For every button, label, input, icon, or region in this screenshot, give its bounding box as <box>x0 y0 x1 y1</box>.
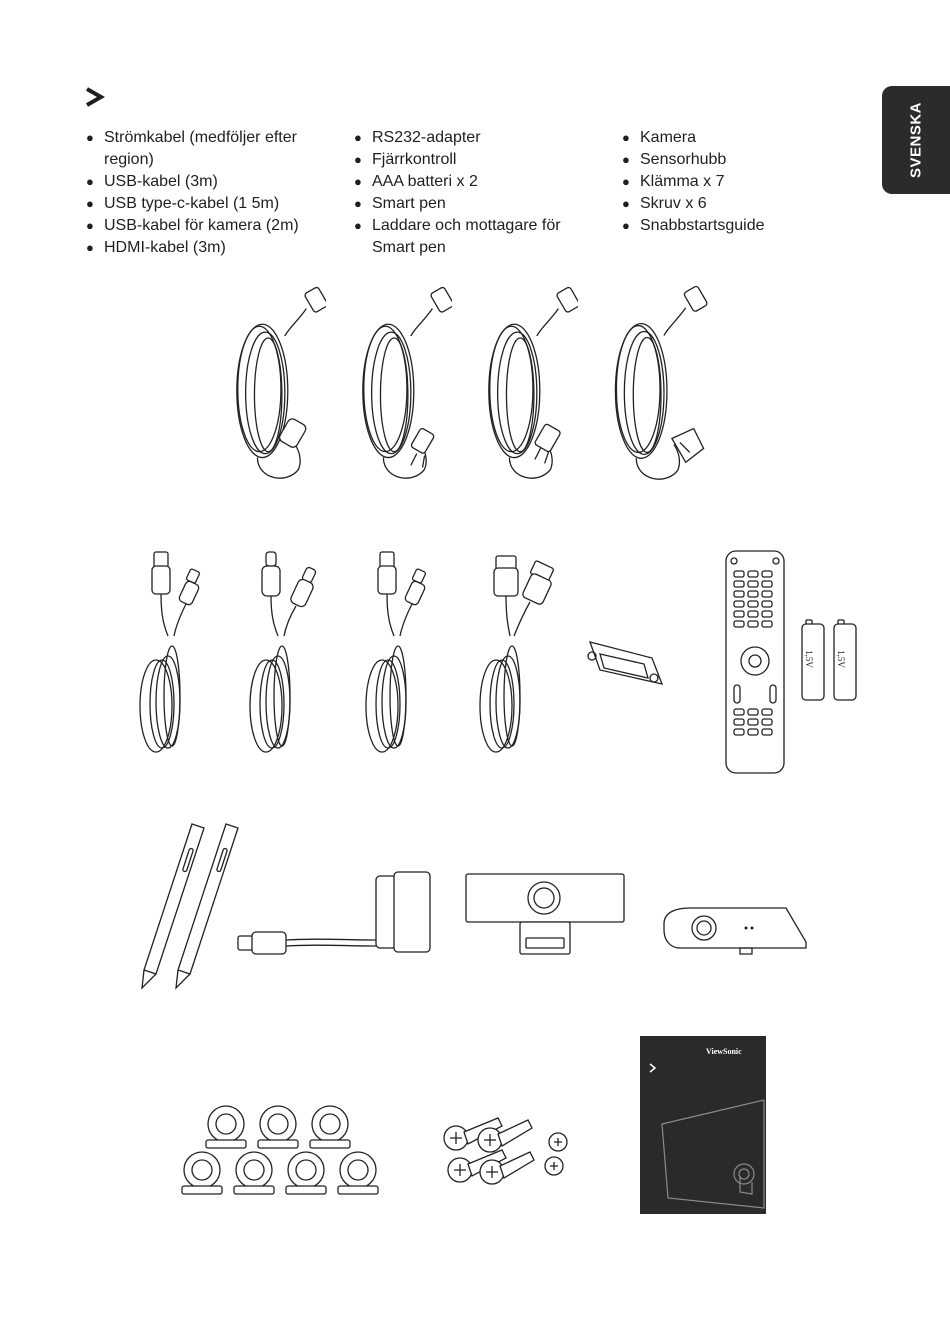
rs232-adapter-illustration <box>582 636 668 696</box>
chevron-right-icon <box>84 86 106 108</box>
clamp-illustration <box>180 1096 390 1198</box>
power-cable-uk-illustration <box>606 282 716 490</box>
list-item: ● HDMI-kabel (3m) <box>86 237 336 259</box>
power-cable-au-illustration <box>354 282 452 490</box>
hdmi-cable-illustration <box>470 546 560 760</box>
power-cable-eu-illustration <box>228 282 326 490</box>
remote-control-illustration <box>724 549 786 775</box>
guide-brand-logo: ViewSonic <box>706 1047 742 1056</box>
list-item: ● Strömkabel (medföljer efter region) <box>86 127 336 171</box>
language-tab-label: SVENSKA <box>907 101 925 179</box>
usb-type-c-cable-illustration <box>244 546 324 760</box>
battery-label: 1,5V <box>803 650 814 668</box>
contents-list-column-2 <box>354 127 584 259</box>
list-item: ● Klämma x 7 <box>622 171 822 193</box>
smart-pen-illustration <box>132 818 246 994</box>
list-item: ● USB type-c-kabel (1 5m) <box>86 193 336 215</box>
sensor-hub-illustration <box>660 906 808 958</box>
language-tab[interactable] <box>882 86 950 194</box>
power-cable-us-illustration <box>480 282 578 490</box>
smart-pen-charger-receiver-illustration <box>236 870 432 962</box>
list-item: ● USB-kabel för kamera (2m) <box>86 215 336 237</box>
contents-list-column-3 <box>622 127 822 237</box>
list-item: ● Laddare och mottagare för Smart pen <box>354 215 584 259</box>
usb-cable-illustration <box>134 546 214 760</box>
list-item: ● AAA batteri x 2 <box>354 171 584 193</box>
quick-start-guide-illustration <box>640 1036 766 1214</box>
list-item: ● Kamera <box>622 127 822 149</box>
list-item: ● Fjärrkontroll <box>354 149 584 171</box>
contents-list-column-1 <box>86 127 336 259</box>
list-item: ● Sensorhubb <box>622 149 822 171</box>
list-item: ● USB-kabel (3m) <box>86 171 336 193</box>
battery-label: 1,5V <box>835 650 846 668</box>
usb-camera-cable-illustration <box>360 546 440 760</box>
list-item: ● RS232-adapter <box>354 127 584 149</box>
list-item: ● Snabbstartsguide <box>622 215 822 237</box>
list-item: ● Smart pen <box>354 193 584 215</box>
screw-illustration <box>440 1112 580 1190</box>
camera-illustration <box>464 872 626 958</box>
list-item: ● Skruv x 6 <box>622 193 822 215</box>
